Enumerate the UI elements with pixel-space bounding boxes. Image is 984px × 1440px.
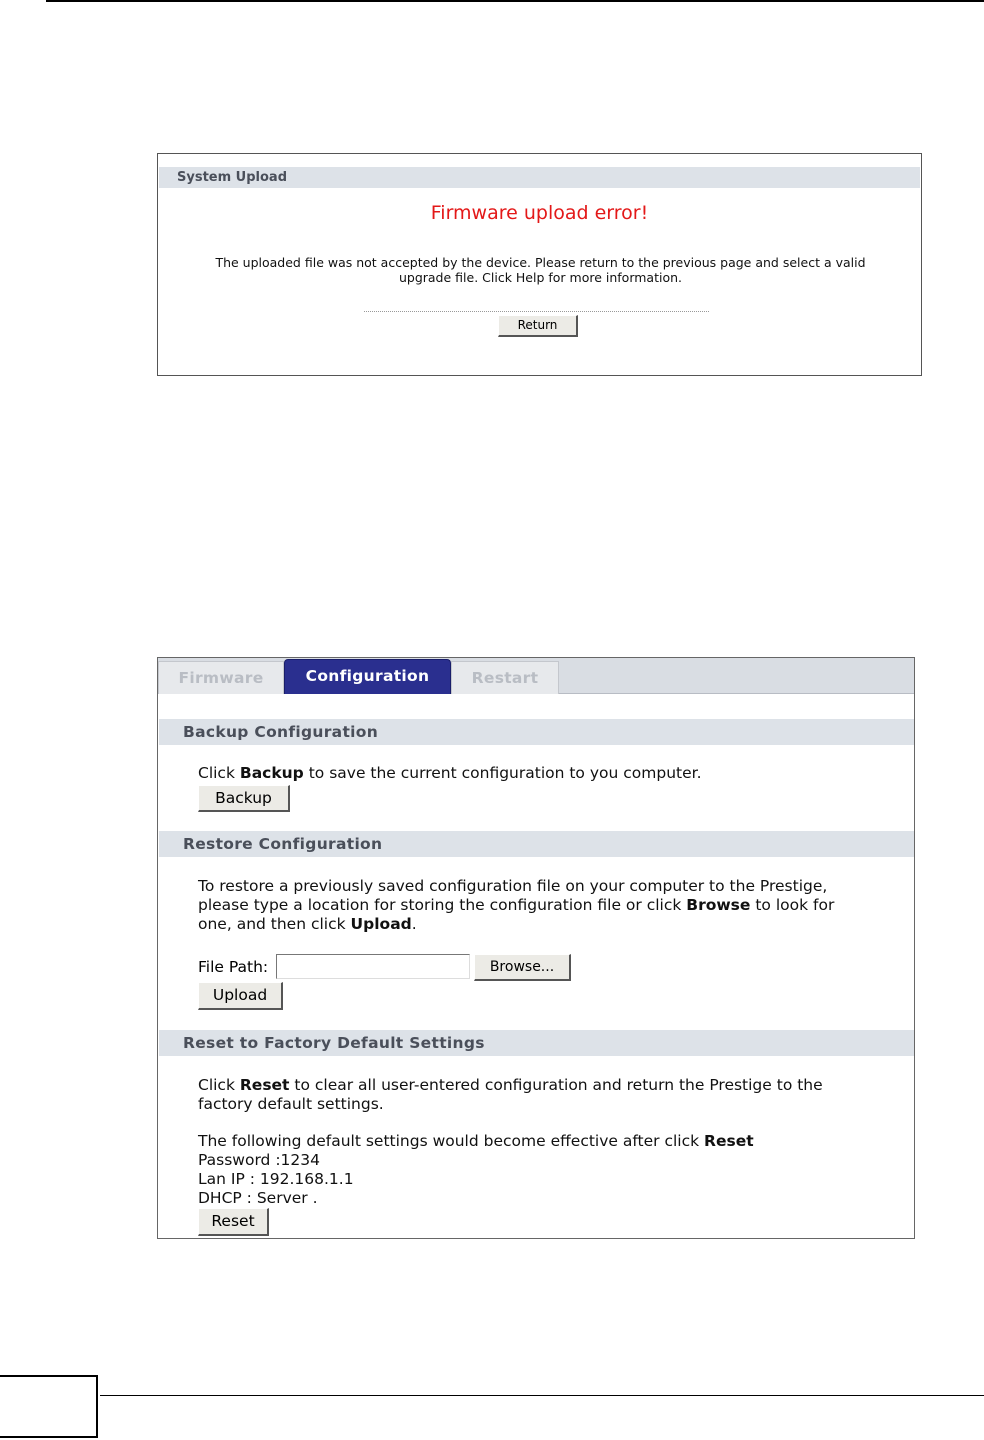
backup-button[interactable]: Backup — [198, 785, 290, 812]
upload-button[interactable]: Upload — [198, 982, 283, 1010]
backup-section-header: Backup Configuration — [159, 719, 914, 745]
defaults-intro — [198, 1132, 898, 1151]
upload-error-panel — [157, 153, 922, 376]
backup-instructions — [198, 764, 898, 783]
defaults-intro-pre: The following default settings would become effective after click — [198, 1132, 705, 1150]
default-lan-ip: Lan IP : 192.168.1.1 — [198, 1170, 354, 1188]
tab-bar — [158, 658, 914, 694]
reset-line2: factory default settings. — [198, 1095, 384, 1113]
browse-button[interactable]: Browse... — [474, 954, 571, 981]
reset-section-header: Reset to Factory Default Settings — [159, 1030, 914, 1056]
page-number-box — [0, 1375, 98, 1438]
restore-line1: To restore a previously saved configuration file on your computer to the Prestige, — [198, 877, 828, 895]
restore-line2 — [198, 896, 898, 915]
reset-text-bold: Reset — [239, 1076, 290, 1094]
backup-text-bold: Backup — [239, 764, 304, 782]
default-dhcp: DHCP : Server . — [198, 1189, 318, 1207]
return-button[interactable]: Return — [498, 315, 578, 337]
error-message — [178, 255, 903, 285]
reset-instructions — [198, 1076, 898, 1114]
reset-text-pre: Click — [198, 1076, 240, 1094]
restore-instructions — [198, 877, 898, 934]
top-page-rule — [46, 0, 984, 2]
restore-line3 — [198, 915, 898, 934]
tab-firmware[interactable]: Firmware — [158, 661, 284, 694]
system-upload-header: System Upload — [159, 167, 920, 188]
file-path-label: File Path: — [198, 958, 269, 976]
error-title: Firmware upload error! — [430, 202, 649, 224]
backup-text-pre: Click — [198, 764, 240, 782]
reset-button[interactable]: Reset — [198, 1208, 269, 1236]
reset-text-post: to clear all user-entered configuration and return the Prestige to the — [289, 1076, 823, 1094]
error-message-line2: upgrade file. Click Help for more information. — [398, 270, 683, 285]
restore-line3-bold: Upload — [350, 915, 412, 933]
error-message-line1: The uploaded file was not accepted by the device. Please return to the previous page and select a valid — [215, 255, 866, 270]
backup-text-post: to save the current configuration to you computer. — [303, 764, 702, 782]
footer-rule — [100, 1395, 984, 1396]
default-settings-list — [198, 1132, 898, 1208]
restore-line3-post: . — [411, 915, 417, 933]
restore-line2-pre: please type a location for storing the configuration file or click — [198, 896, 687, 914]
defaults-intro-bold: Reset — [704, 1132, 754, 1150]
configuration-panel — [157, 657, 915, 1239]
restore-line2-bold: Browse — [686, 896, 751, 914]
restore-line2-post: to look for — [750, 896, 835, 914]
tab-restart[interactable]: Restart — [451, 661, 559, 694]
default-password: Password :1234 — [198, 1151, 320, 1169]
restore-line3-pre: one, and then click — [198, 915, 351, 933]
reset-line1 — [198, 1076, 898, 1095]
file-path-input[interactable] — [276, 954, 470, 979]
tab-configuration[interactable]: Configuration — [284, 659, 451, 694]
dotted-divider — [364, 311, 709, 312]
restore-section-header: Restore Configuration — [159, 831, 914, 857]
